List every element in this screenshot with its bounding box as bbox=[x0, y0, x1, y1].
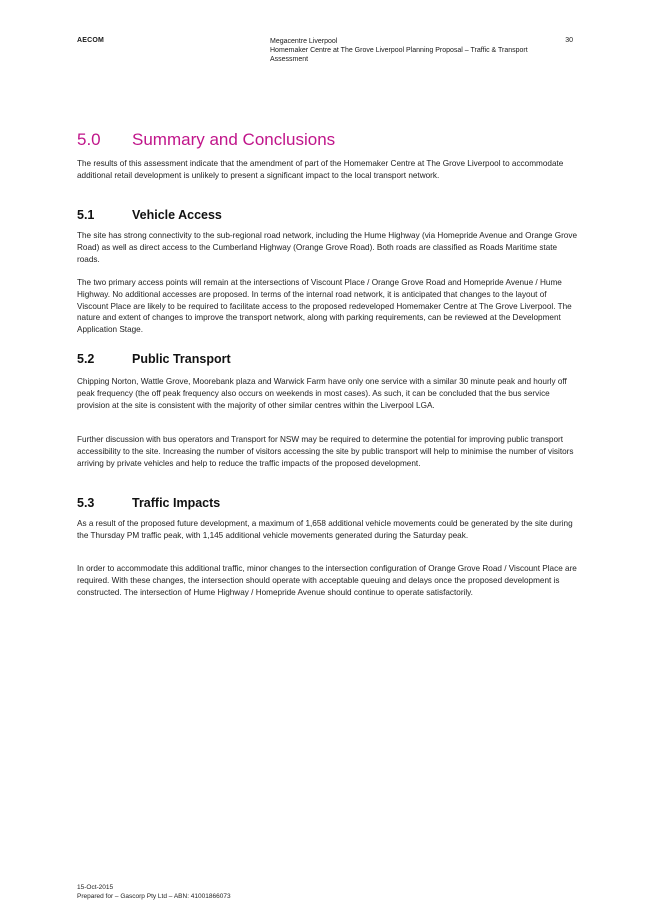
paragraph: As a result of the proposed future development, a maximum of 1,658 additional vehicle movements could be generated by the site during the Thursday PM traffic peak, with 1,145 additional vehicle movements generated during the Saturday peak. bbox=[77, 519, 573, 540]
running-header bbox=[270, 37, 555, 64]
doc-title: Megacentre Liverpool bbox=[270, 38, 338, 45]
paragraph: The two primary access points will remain at the intersections of Viscount Place / Orange Grove Road and Homepride Avenue / Hume Highway. No additional accesses are proposed. In terms of the internal road network, it is anticipated that changes to the layout of Viscount Place are likely to be required to facilitate access to the proposed redeveloped Homemaker Centre at The Grove Liverpool. The nature and extent of changes to improve the transport network, along with parking requirements, can be reviewed at the Development Application Stage. bbox=[77, 278, 572, 335]
subsection-number: 5.3 bbox=[77, 496, 95, 510]
subsection-heading-public-transport bbox=[77, 352, 231, 366]
subsection-heading-traffic-impacts bbox=[77, 496, 220, 510]
subsection-number: 5.1 bbox=[77, 208, 95, 222]
subsection-title: Traffic Impacts bbox=[132, 496, 221, 510]
doc-subtitle: Homemaker Centre at The Grove Liverpool Planning Proposal – Traffic & Transport Assessment bbox=[270, 47, 528, 63]
subsection-number: 5.2 bbox=[77, 352, 95, 366]
section-title: Summary and Conclusions bbox=[132, 130, 336, 149]
page-number: 30 bbox=[565, 37, 573, 44]
footer-prepared-for: Prepared for – Gascorp Pty Ltd – ABN: 41001866073 bbox=[77, 892, 231, 900]
subsection-heading-vehicle-access bbox=[77, 208, 222, 222]
subsection-title: Vehicle Access bbox=[132, 208, 222, 222]
paragraph: The site has strong connectivity to the sub-regional road network, including the Hume Highway (via Homepride Avenue and Orange Grove Road) as well as direct access to the Cumberland Highway (Orange Grove Road). Both roads are classified as Roads Maritime state roads. bbox=[77, 231, 578, 264]
section-number: 5.0 bbox=[77, 130, 101, 149]
paragraph: Further discussion with bus operators and Transport for NSW may be required to determine the potential for improving public transport accessibility to the site. Increasing the number of visitors accessing the site by public transport will help to minimise the number of visitors arriving by private vehicles and help to reduce the traffic impacts of the proposed development. bbox=[77, 435, 574, 468]
paragraph: In order to accommodate this additional traffic, minor changes to the intersection configuration of Orange Grove Road / Viscount Place are required. With these changes, the intersection should operate with acceptable queuing and delays once the proposed development is constructed. The intersection of Hume Highway / Homepride Avenue should continue to operate satisfactorily. bbox=[77, 564, 577, 597]
section-heading bbox=[77, 130, 335, 150]
subsection-title: Public Transport bbox=[132, 352, 231, 366]
paragraph: Chipping Norton, Wattle Grove, Moorebank plaza and Warwick Farm have only one service with a similar 30 minute peak and hourly off peak frequency (the off peak frequency also occurs on weekends in most cases). As such, it can be concluded that the bus service provision at the site is consistent with the majority of other similar centres within the Liverpool LGA. bbox=[77, 377, 567, 410]
footer-date: 15-Oct-2015 bbox=[77, 884, 114, 891]
intro-paragraph: The results of this assessment indicate that the amendment of part of the Homemaker Centre at The Grove Liverpool to accommodate additional retail development is unlikely to present a significant impact to the local transport network. bbox=[77, 159, 564, 180]
company-name: AECOM bbox=[77, 37, 105, 44]
page-footer bbox=[77, 884, 231, 901]
